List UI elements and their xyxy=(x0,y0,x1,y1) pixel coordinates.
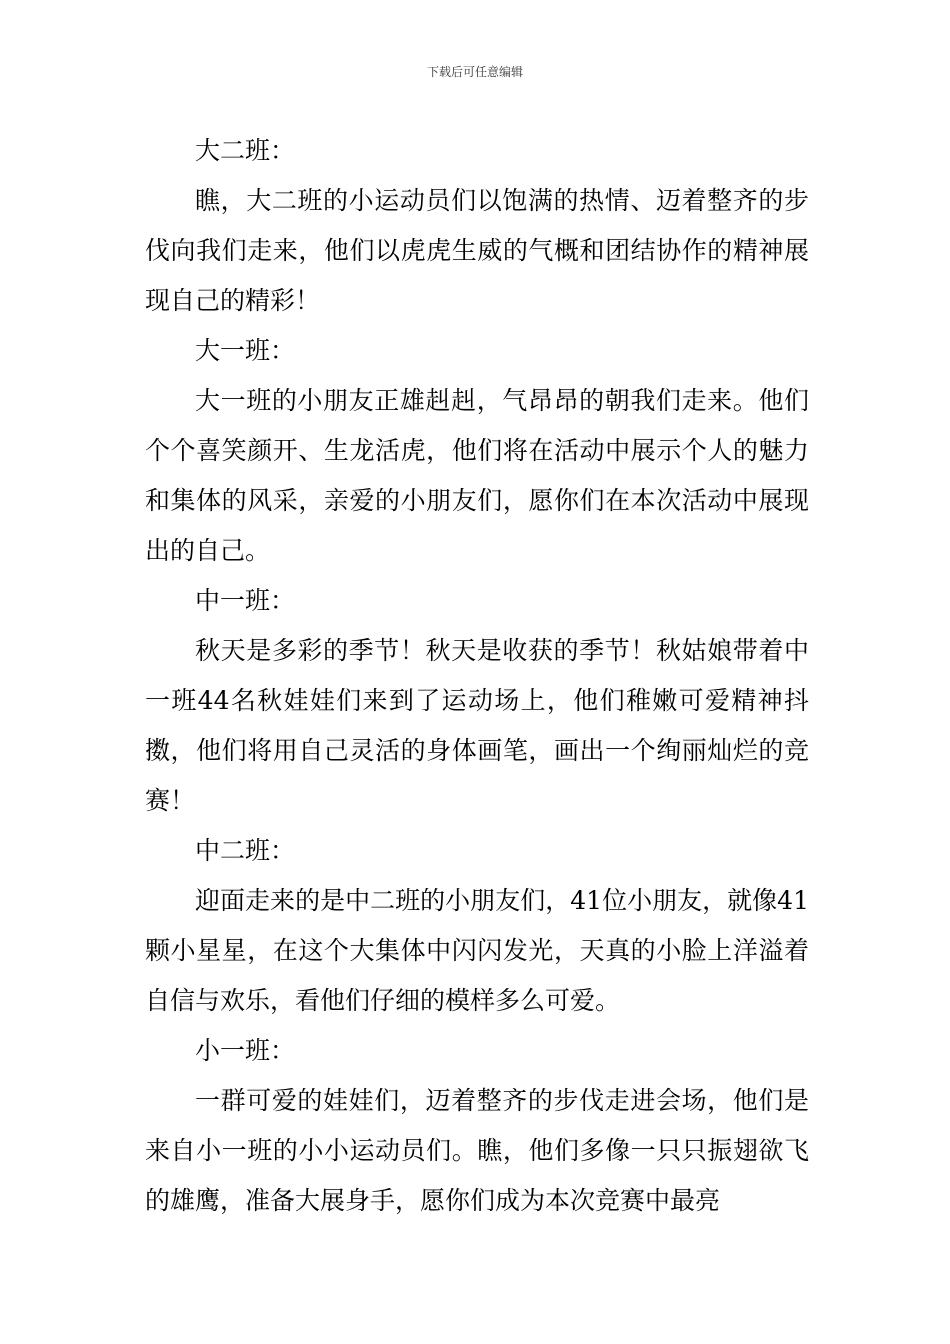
class-heading-xiao-yi: 小一班： xyxy=(195,1036,296,1065)
class-heading-zhong-er: 中二班： xyxy=(195,836,296,865)
paragraph-xiao-yi: 一群可爱的娃娃们，迈着整齐的步伐走进会场，他们是来自小一班的小小运动员们。瞧，他们多像一只只振翅欲飞的雄鹰，准备大展身手，愿你们成为本次竞赛中最亮 xyxy=(145,1086,809,1215)
class-heading-zhong-yi: 中一班： xyxy=(195,586,296,615)
class-heading-da-er: 大二班： xyxy=(195,136,296,165)
document-body xyxy=(145,126,809,1226)
class-heading-da-yi: 大一班： xyxy=(195,336,296,365)
paragraph-da-er: 瞧，大二班的小运动员们以饱满的热情、迈着整齐的步伐向我们走来，他们以虎虎生威的气概和团结协作的精神展现自己的精彩！ xyxy=(145,186,809,315)
paragraph-zhong-yi: 秋天是多彩的季节！秋天是收获的季节！秋姑娘带着中一班44名秋娃娃们来到了运动场上，他们稚嫩可爱精神抖擞，他们将用自己灵活的身体画笔，画出一个绚丽灿烂的竞赛！ xyxy=(145,636,809,815)
page-header: 下载后可任意编辑 xyxy=(426,65,523,79)
paragraph-da-yi: 大一班的小朋友正雄赳赳，气昂昂的朝我们走来。他们个个喜笑颜开、生龙活虎，他们将在活动中展示个人的魅力和集体的风采，亲爱的小朋友们，愿你们在本次活动中展现出的自己。 xyxy=(145,386,809,565)
paragraph-zhong-er: 迎面走来的是中二班的小朋友们，41位小朋友，就像41颗小星星，在这个大集体中闪闪发光，天真的小脸上洋溢着自信与欢乐，看他们仔细的模样多么可爱。 xyxy=(145,886,809,1015)
